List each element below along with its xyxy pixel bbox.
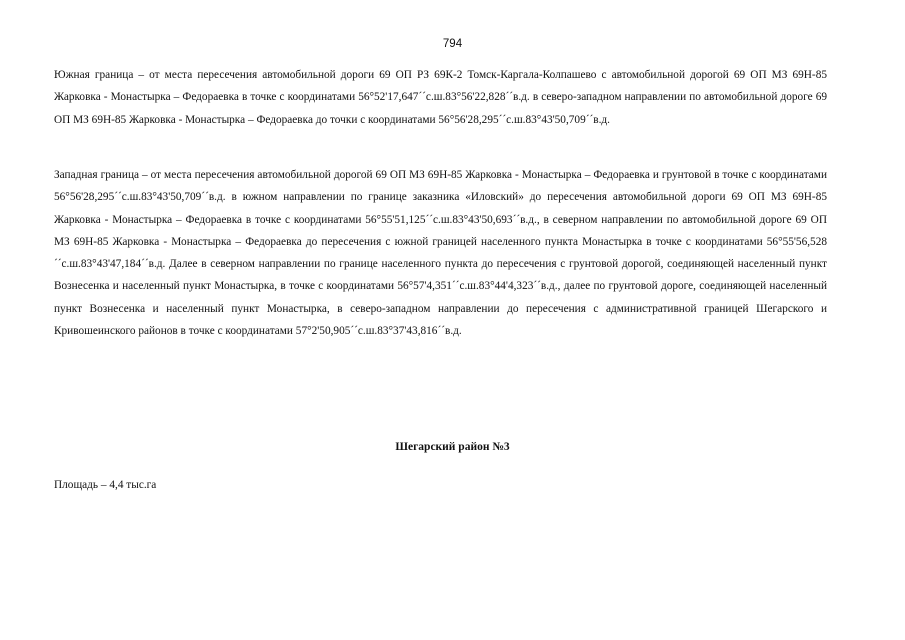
west-border-paragraph: Западная граница – от места пересечения автомобильной дорогой 69 ОП МЗ 69Н-85 Жарковка - Монастырка – Федораевка и грунтовой в точке с координатами 56°56'28,295´´с.ш.83°43'50,709´´в.д. в южном направлении по границе заказника «Иловский» до пересечения автомобильной дороги 69 ОП МЗ 69Н-85 Жарковка - Монастырка – Федораевка в точке с координатами 56°55'51,125´´с.ш.83°43'50,693´´в.д., в северном направлении по автомобильной дороге 69 ОП МЗ 69Н-85 Жарковка - Монастырка – Федораевка до пересечения с южной границей населенного пункта Монастырка в точке с координатами 56°55'56,528´´с.ш.83°43'47,184´´в.д. Далее в северном направлении по границе населенного пункта до пересечения с грунтовой дорогой, соединяющей населенный пункт Вознесенка и населенный пункт Монастырка, в точке с координатами 56°57'4,351´´с.ш.83°44'4,323´´в.д., далее по грунтовой дороге, соединяющей населенный пункт Вознесенка и населенный пункт Монастырка, в северо-западном направлении до пересечения с административной границей Шегарского и Кривошеинского районов в точке с координатами 57°2'50,905´´с.ш.83°37'43,816´´в.д. <box>54 169 827 338</box>
south-border-paragraph: Южная граница – от места пересечения автомобильной дороги 69 ОП РЗ 69К-2 Томск-Каргала-Колпашево с автомобильной дорогой 69 ОП МЗ 69Н-85 Жарковка - Монастырка – Федораевка в точке с координатами 56°52'17,647´´с.ш.83°56'22,828´´в.д. в северо-западном направлении по автомобильной дороге 69 ОП МЗ 69Н-85 Жарковка - Монастырка – Федораевка до точки с координатами 56°56'28,295´´с.ш.83°43'50,709´´в.д. <box>54 69 827 126</box>
page-number: 794 <box>442 38 463 50</box>
section-heading: Шегарский район №3 <box>395 441 510 453</box>
area-text: Площадь – 4,4 тыс.га <box>54 479 157 491</box>
